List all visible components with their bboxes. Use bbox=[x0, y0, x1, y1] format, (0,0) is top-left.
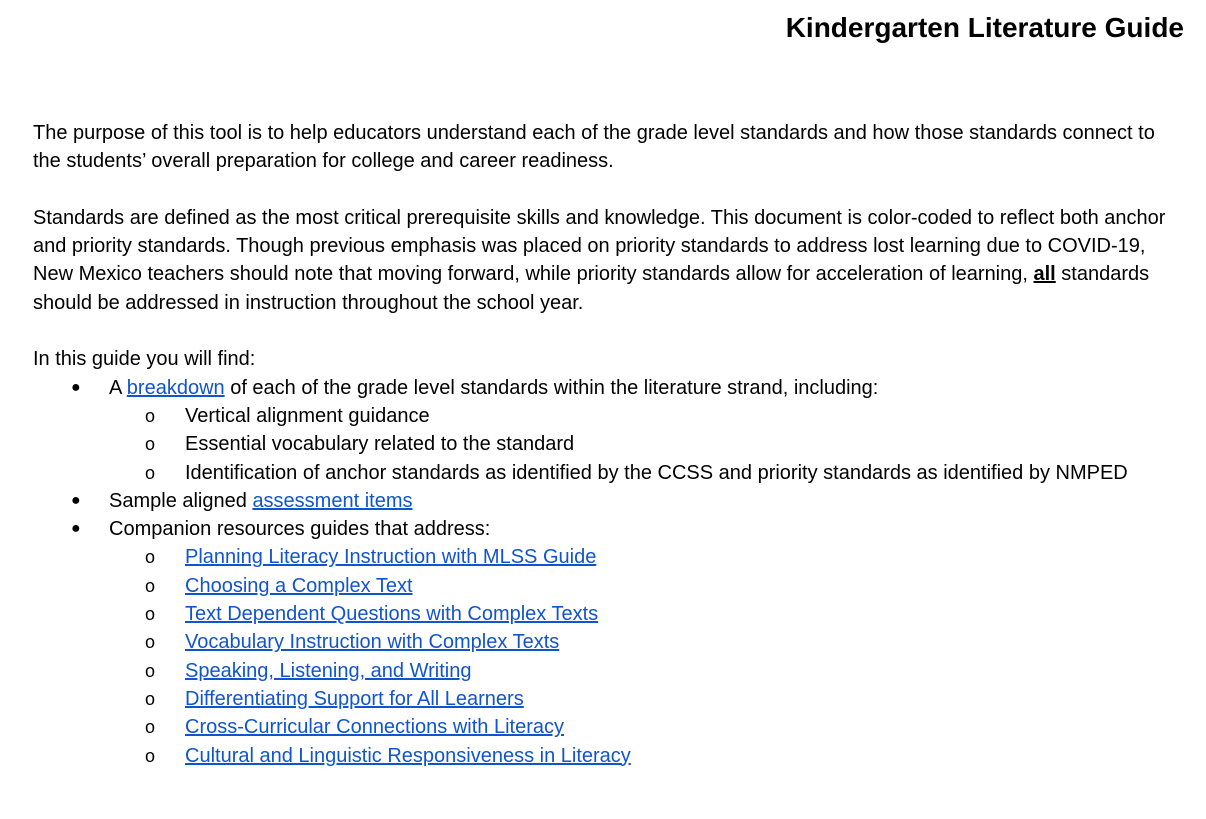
sub-item-anchor-standards bbox=[33, 459, 1183, 487]
sub-item-text: Vertical alignment guidance bbox=[185, 404, 430, 427]
bullet-icon: ● bbox=[71, 378, 81, 396]
sub-bullet-icon: o bbox=[145, 604, 156, 625]
document-title: Kindergarten Literature Guide bbox=[785, 12, 1184, 43]
list-item-companion bbox=[33, 515, 1183, 543]
companion-item bbox=[33, 543, 1183, 571]
differentiating-support-link[interactable]: Differentiating Support for All Learners bbox=[185, 687, 524, 710]
sub-item-vocabulary bbox=[33, 430, 1183, 458]
companion-item bbox=[33, 685, 1183, 713]
sub-bullet-icon: o bbox=[145, 405, 156, 426]
sub-bullet-icon: o bbox=[145, 462, 156, 483]
sub-bullet-icon: o bbox=[145, 434, 156, 455]
cross-curricular-link[interactable]: Cross-Curricular Connections with Literacy bbox=[185, 716, 565, 739]
sub-bullet-icon: o bbox=[145, 745, 156, 766]
sub-bullet-icon: o bbox=[145, 717, 156, 738]
companion-item bbox=[33, 742, 1183, 770]
list-item-breakdown bbox=[33, 374, 1183, 402]
companion-item bbox=[33, 713, 1183, 741]
item-text: A bbox=[109, 376, 127, 399]
sub-bullet-icon: o bbox=[145, 575, 156, 596]
find-heading: In this guide you will find: bbox=[33, 348, 256, 371]
standards-paragraph bbox=[33, 204, 1183, 317]
paragraph-spacer bbox=[33, 317, 1183, 345]
document-body bbox=[33, 119, 1183, 770]
paragraph-spacer bbox=[33, 176, 1183, 204]
sub-item-vertical-alignment bbox=[33, 402, 1183, 430]
cultural-linguistic-link[interactable]: Cultural and Linguistic Responsiveness in Literacy bbox=[185, 744, 631, 767]
sub-bullet-icon: o bbox=[145, 547, 156, 568]
complex-text-link[interactable]: Choosing a Complex Text bbox=[185, 574, 413, 597]
sub-item-text: Identification of anchor standards as identified by the CCSS and priority standards as identified by NMPED bbox=[185, 461, 1128, 484]
text-dependent-questions-link[interactable]: Text Dependent Questions with Complex Texts bbox=[185, 603, 599, 626]
standards-emphasis: all bbox=[1033, 263, 1056, 286]
list-item-assessment bbox=[33, 487, 1183, 515]
sub-bullet-icon: o bbox=[145, 632, 156, 653]
vocabulary-instruction-link[interactable]: Vocabulary Instruction with Complex Texts bbox=[185, 631, 560, 654]
contents-list bbox=[33, 374, 1183, 770]
item-text: of each of the grade level standards within the literature strand, including: bbox=[224, 376, 879, 399]
bullet-icon: ● bbox=[71, 520, 81, 538]
standards-text-after: standards should be addressed in instruction throughout the school year. bbox=[33, 263, 1150, 314]
sub-item-text: Essential vocabulary related to the standard bbox=[185, 433, 575, 456]
speaking-listening-writing-link[interactable]: Speaking, Listening, and Writing bbox=[185, 659, 472, 682]
item-text: Sample aligned bbox=[109, 489, 253, 512]
companion-item bbox=[33, 572, 1183, 600]
sub-bullet-icon: o bbox=[145, 660, 156, 681]
companion-item bbox=[33, 600, 1183, 628]
purpose-paragraph: The purpose of this tool is to help educators understand each of the grade level standards and how those standards connect to the students’ overall preparation for college and career readiness. bbox=[33, 122, 1155, 173]
companion-item bbox=[33, 657, 1183, 685]
sub-bullet-icon: o bbox=[145, 688, 156, 709]
planning-literacy-link[interactable]: Planning Literacy Instruction with MLSS Guide bbox=[185, 546, 597, 569]
standards-text-before: Standards are defined as the most critical prerequisite skills and knowledge. This document is color-coded to reflect both anchor and priority standards. Though previous emphasis was placed on priority standards to address lost learning due to COVID-19, New Mexico teachers should note that moving forward, while priority standards allow for acceleration of learning, bbox=[33, 206, 1166, 286]
breakdown-link[interactable]: breakdown bbox=[126, 376, 225, 399]
item-text: Companion resources guides that address: bbox=[109, 518, 491, 541]
companion-item bbox=[33, 628, 1183, 656]
bullet-icon: ● bbox=[71, 491, 81, 509]
assessment-items-link[interactable]: assessment items bbox=[252, 489, 413, 512]
